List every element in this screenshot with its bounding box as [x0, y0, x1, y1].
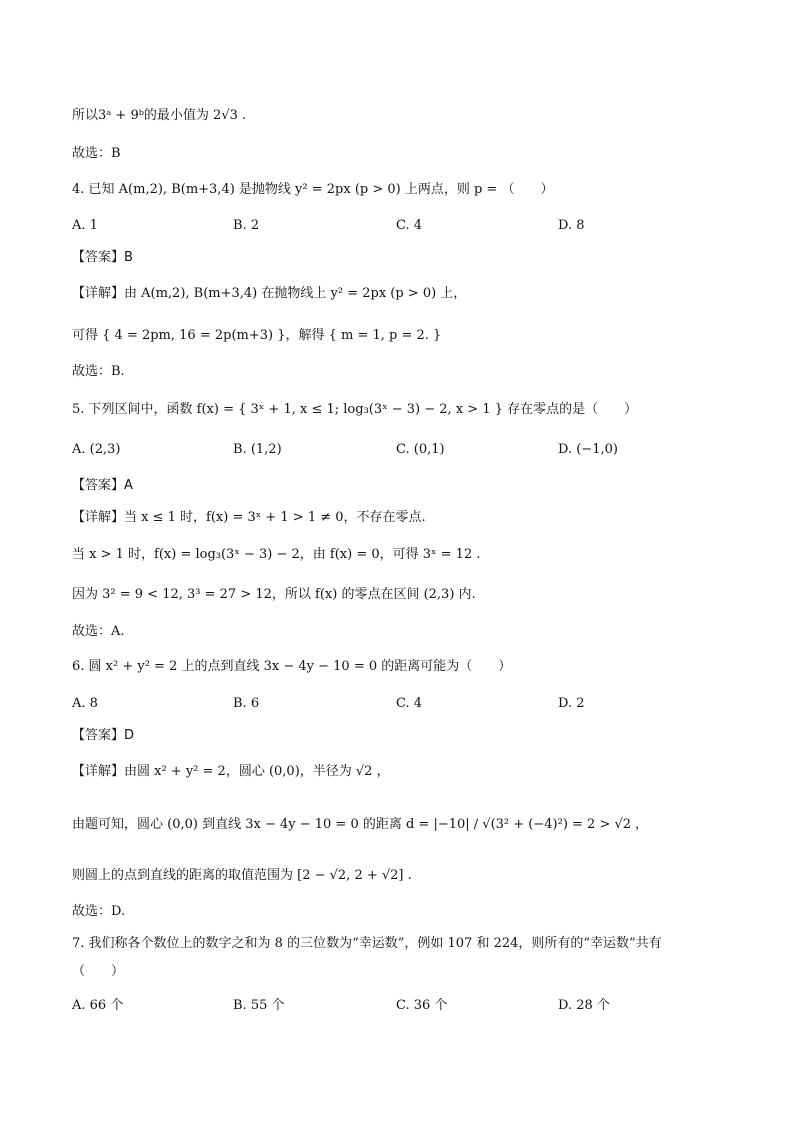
q5-option-d: D. (−1,0) [558, 442, 618, 457]
q6-option-c: C. 4 [396, 696, 423, 711]
q5-answer: 【答案】A [72, 478, 133, 493]
q4-option-a: A. 1 [72, 218, 98, 233]
q6-solution-line-1: 【详解】由圆 x² + y² = 2，圆心 (0,0)，半径为 √2 ， [72, 764, 390, 779]
q4-solution-line-1: 【详解】由 A(m,2), B(m+3,4) 在抛物线上 y² = 2px (p > 0) 上， [72, 286, 467, 301]
q5-choice: 故选：A. [72, 624, 125, 639]
q7-option-d: D. 28 个 [558, 998, 610, 1013]
prev-conclusion: 所以3ᵃ + 9ᵇ的最小值为 2√3 . [72, 108, 247, 123]
q4-option-d: D. 8 [558, 218, 585, 233]
q4-option-c: C. 4 [396, 218, 423, 233]
q5-option-b: B. (1,2) [233, 442, 282, 457]
q5-option-c: C. (0,1) [396, 442, 445, 457]
q4-choice: 故选：B. [72, 364, 125, 379]
q7-option-a: A. 66 个 [72, 998, 124, 1013]
q7-option-c: C. 36 个 [396, 998, 448, 1013]
prev-answer-choice: 故选：B [72, 146, 121, 161]
question-6-stem: 6. 圆 x² + y² = 2 上的点到直线 3x − 4y − 10 = 0 的距离可能为（ ） [72, 659, 512, 674]
question-4-stem: 4. 已知 A(m,2), B(m+3,4) 是抛物线 y² = 2px (p > 0) 上两点，则 p = （ ） [72, 182, 554, 197]
q6-option-d: D. 2 [558, 696, 585, 711]
question-7-stem-line-1: 7. 我们称各个数位上的数字之和为 8 的三位数为“幸运数”，例如 107 和 224，则所有的“幸运数”共有 [72, 936, 662, 951]
q5-solution-line-3: 因为 3² = 9 < 12, 3³ = 27 > 12，所以 f(x) 的零点在区间 (2,3) 内. [72, 587, 476, 602]
q4-solution-line-2: 可得 { 4 = 2pm, 16 = 2p(m+3) }，解得 { m = 1, p = 2. } [72, 328, 442, 343]
q5-solution-line-2: 当 x > 1 时，f(x) = log₃(3ˣ − 3) − 2，由 f(x) = 0，可得 3ˣ = 12 . [72, 547, 481, 562]
q6-solution-line-3: 则圆上的点到直线的距离的取值范围为 [2 − √2, 2 + √2] . [72, 868, 412, 883]
q5-solution-line-1: 【详解】当 x ≤ 1 时，f(x) = 3ˣ + 1 > 1 ≠ 0，不存在零点. [72, 510, 426, 525]
question-7-stem-line-2: （ ） [72, 964, 125, 979]
q4-option-b: B. 2 [233, 218, 260, 233]
q7-option-b: B. 55 个 [233, 998, 285, 1013]
q6-option-b: B. 6 [233, 696, 260, 711]
q6-option-a: A. 8 [72, 696, 98, 711]
q6-choice: 故选：D. [72, 904, 126, 919]
q5-option-a: A. (2,3) [72, 442, 121, 457]
q4-answer: 【答案】B [72, 250, 133, 265]
q6-solution-line-2: 由题可知，圆心 (0,0) 到直线 3x − 4y − 10 = 0 的距离 d = |−10| / √(3² + (−4)²) = 2 > √2 ， [72, 817, 649, 832]
question-5-stem: 5. 下列区间中，函数 f(x) = { 3ˣ + 1, x ≤ 1; log₃(3ˣ − 3) − 2, x > 1 } 存在零点的是（ ） [72, 402, 638, 417]
q6-answer: 【答案】D [72, 728, 135, 743]
